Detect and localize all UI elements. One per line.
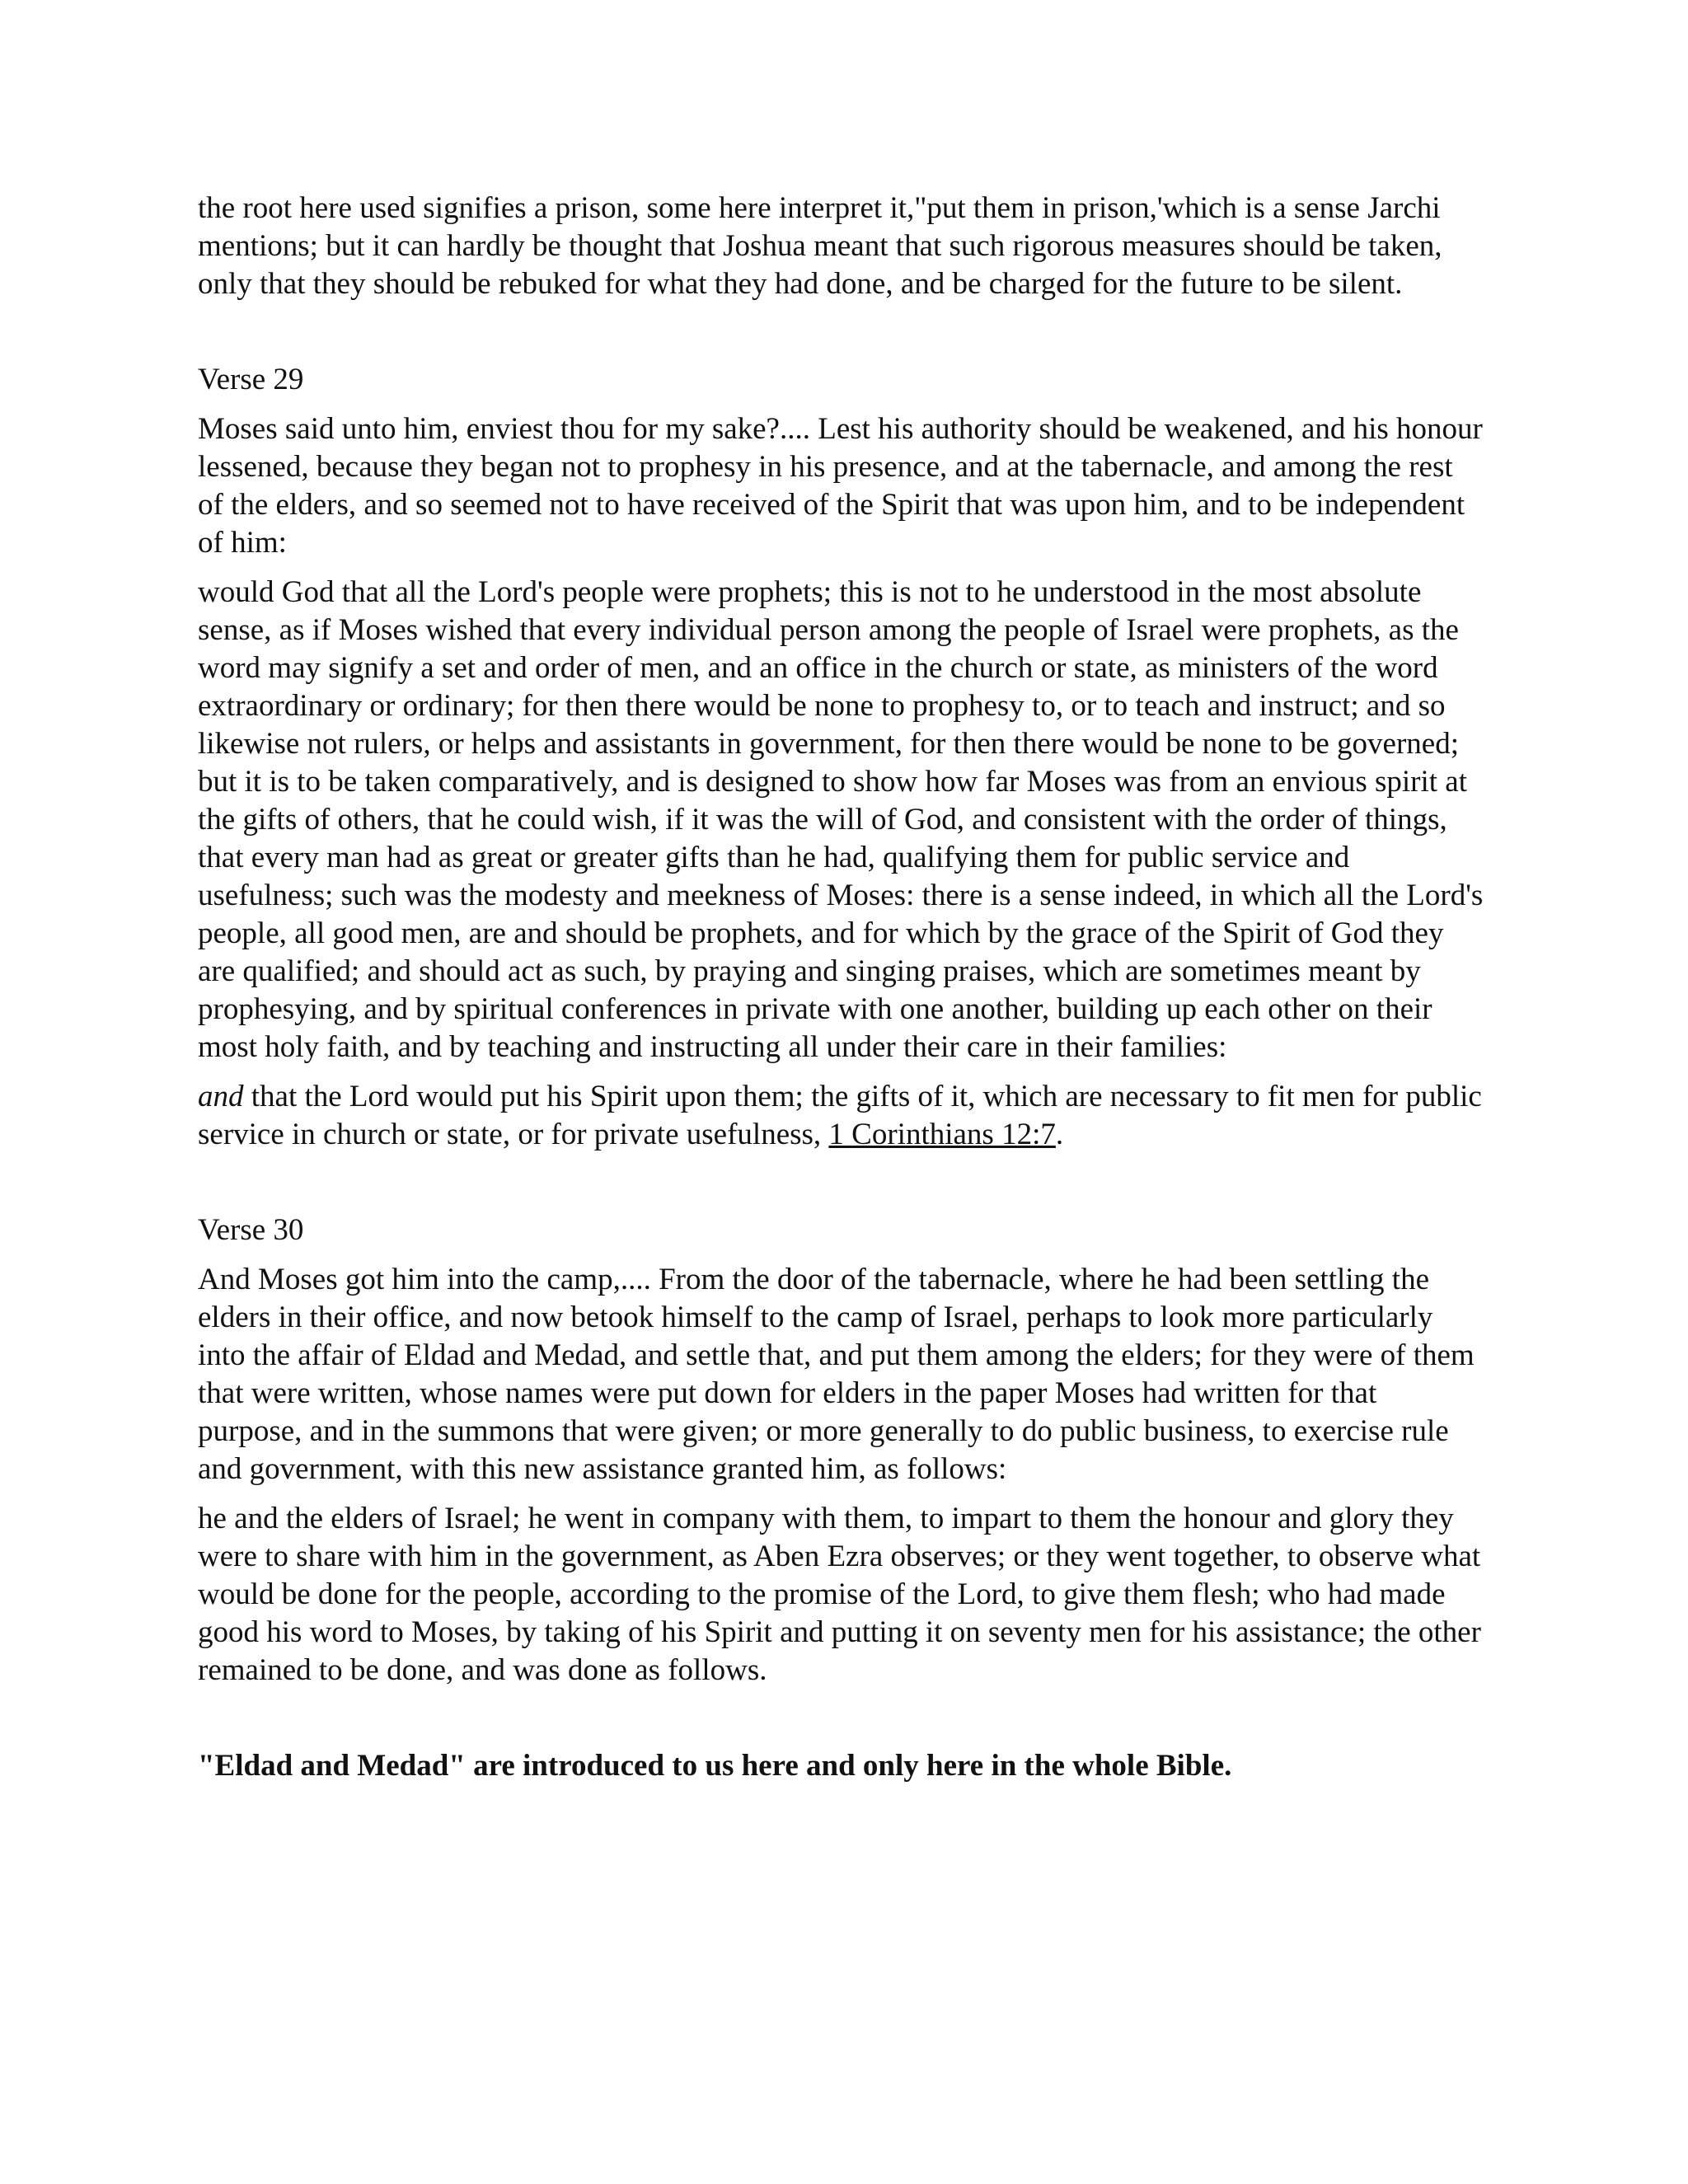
verse-29-heading: Verse 29 — [198, 363, 304, 396]
document-page — [198, 190, 1484, 1785]
verse-30-section — [198, 1212, 1484, 1690]
verse-29-paragraph-1: Moses said unto him, enviest thou for my sake?.... Lest his authority should be weakened, and his honour lessened, because they began not to prophesy in his presence, and at the tabernacle, and among the rest of the elders, and so seemed not to have received of the Spirit that was upon him, and to be independent of him: — [198, 412, 1483, 560]
verse-29-paragraph-3 — [198, 1078, 1484, 1154]
section-spacer — [198, 1690, 1484, 1747]
sentence-period: . — [1055, 1118, 1064, 1151]
paragraph-spacer — [198, 1066, 1484, 1078]
verse-30-paragraph-2: he and the elders of Israel; he went in company with them, to impart to them the honour and glory they were to share with him in the government, as Aben Ezra observes; or they went together, to observe what would be done for the people, according to the promise of the Lord, to give them flesh; who had made good his word to Moses, by taking of his Spirit and putting it on seventy men for his assistance; the other remained to be done, and was done as follows. — [198, 1502, 1481, 1687]
verse-29-paragraph-3-text: that the Lord would put his Spirit upon them; the gifts of it, which are necessary to fit men for public service in church or state, or for private usefulness, — [198, 1080, 1482, 1151]
verse-30-heading: Verse 30 — [198, 1213, 304, 1247]
scripture-reference-link[interactable]: 1 Corinthians 12:7 — [828, 1118, 1056, 1151]
intro-paragraph: the root here used signifies a prison, some here interpret it,"put them in prison,'which is a sense Jarchi mentions; but it can hardly be thought that Joshua meant that such rigorous measures should be taken, only that they should be rebuked for what they had done, and be charged for the future to be silent. — [198, 191, 1442, 301]
verse-30-paragraph-1: And Moses got him into the camp,.... From the door of the tabernacle, where he had been settling the elders in their office, and now betook himself to the camp of Israel, perhaps to look more particularly into the affair of Eldad and Medad, and settle that, and put them among the elders; for they were of them that were written, whose names were put down for elders in the paper Moses had written for that purpose, and in the summons that were given; or more generally to do public business, to exercise rule and government, with this new assistance granted him, as follows: — [198, 1263, 1475, 1486]
closing-note: "Eldad and Medad" are introduced to us here and only here in the whole Bible. — [198, 1749, 1232, 1783]
paragraph-spacer — [198, 562, 1484, 574]
verse-29-section — [198, 361, 1484, 1154]
italic-and: and — [198, 1080, 244, 1113]
section-spacer — [198, 303, 1484, 361]
section-spacer — [198, 1154, 1484, 1212]
paragraph-spacer — [198, 1488, 1484, 1500]
verse-29-paragraph-2: would God that all the Lord's people were prophets; this is not to he understood in the most absolute sense, as if Moses wished that every individual person among the people of Israel were prophets, as the word may signify a set and order of men, and an office in the church or state, as ministers of the word extraordinary or ordinary; for then there would be none to prophesy to, or to teach and instruct; and so likewise not rulers, or helps and assistants in government, for then there would be none to be governed; but it is to be taken comparatively, and is designed to show how far Moses was from an envious spirit at the gifts of others, that he could wish, if it was the will of God, and consistent with the order of things, that every man had as great or greater gifts than he had, qualifying them for public service and usefulness; such was the modesty and meekness of Moses: there is a sense indeed, in which all the Lord's people, all good men, are and should be prophets, and for which by the grace of the Spirit of God they are qualified; and should act as such, by praying and singing praises, which are sometimes meant by prophesying, and by spiritual conferences in private with one another, building up each other on their most holy faith, and by teaching and instructing all under their care in their families: — [198, 575, 1484, 1064]
